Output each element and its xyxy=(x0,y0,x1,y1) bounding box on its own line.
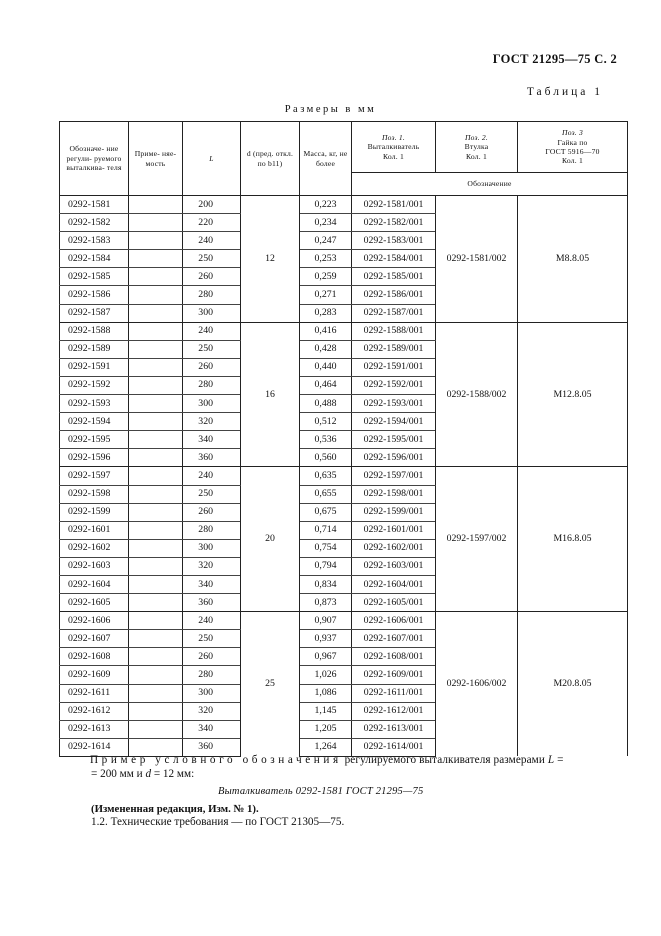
cell-application xyxy=(129,413,183,431)
cell-application xyxy=(129,594,183,612)
cell-pos1: 0292-1613/001 xyxy=(352,720,436,738)
cell-L: 220 xyxy=(183,214,241,232)
cell-mass: 0,675 xyxy=(300,503,352,521)
cell-L: 300 xyxy=(183,684,241,702)
cell-application xyxy=(129,449,183,467)
cell-pos2: 0292-1606/002 xyxy=(436,612,518,757)
cell-mass: 0,794 xyxy=(300,557,352,575)
cell-L: 360 xyxy=(183,594,241,612)
cell-L: 240 xyxy=(183,322,241,340)
cell-pos1: 0292-1588/001 xyxy=(352,322,436,340)
cell-L: 250 xyxy=(183,250,241,268)
cell-pos1: 0292-1583/001 xyxy=(352,232,436,250)
pos1-label: Поз. 1. xyxy=(381,132,406,142)
cell-L: 250 xyxy=(183,630,241,648)
example-line-1 xyxy=(90,753,630,767)
cell-L: 280 xyxy=(183,666,241,684)
cell-pos1: 0292-1593/001 xyxy=(352,395,436,413)
cell-mass: 0,907 xyxy=(300,612,352,630)
cell-mass: 0,234 xyxy=(300,214,352,232)
cell-code: 0292-1607 xyxy=(60,630,129,648)
col-header-designation: Обозначение xyxy=(352,173,628,196)
cell-mass: 0,655 xyxy=(300,485,352,503)
table-title: Таблица 1 xyxy=(526,86,603,98)
col-header-L: L xyxy=(183,122,241,196)
cell-mass: 0,488 xyxy=(300,395,352,413)
d-symbol: d xyxy=(145,768,152,780)
cell-mass: 1,026 xyxy=(300,666,352,684)
cell-d: 25 xyxy=(241,612,300,757)
cell-mass: 0,223 xyxy=(300,196,352,214)
cell-pos1: 0292-1581/001 xyxy=(352,196,436,214)
cell-d: 12 xyxy=(241,196,300,323)
cell-mass: 0,536 xyxy=(300,431,352,449)
cell-L: 280 xyxy=(183,286,241,304)
cell-application xyxy=(129,557,183,575)
cell-application xyxy=(129,268,183,286)
cell-mass: 0,635 xyxy=(300,467,352,485)
cell-code: 0292-1609 xyxy=(60,666,129,684)
pos2-qty: Кол. 1 xyxy=(466,151,487,161)
cell-L: 240 xyxy=(183,467,241,485)
table-row xyxy=(60,322,628,340)
cell-L: 260 xyxy=(183,268,241,286)
cell-mass: 0,464 xyxy=(300,376,352,394)
cell-mass: 0,428 xyxy=(300,340,352,358)
cell-pos1: 0292-1605/001 xyxy=(352,594,436,612)
cell-mass: 0,247 xyxy=(300,232,352,250)
cell-pos1: 0292-1611/001 xyxy=(352,684,436,702)
cell-mass: 0,873 xyxy=(300,594,352,612)
example-text: регулируемого выталкивателя размерами xyxy=(341,754,548,766)
cell-application xyxy=(129,702,183,720)
cell-application xyxy=(129,214,183,232)
table-row xyxy=(60,196,628,214)
cell-L: 250 xyxy=(183,340,241,358)
cell-code: 0292-1583 xyxy=(60,232,129,250)
cell-mass: 0,253 xyxy=(300,250,352,268)
cell-L: 320 xyxy=(183,557,241,575)
cell-application xyxy=(129,232,183,250)
cell-code: 0292-1591 xyxy=(60,358,129,376)
cell-code: 0292-1598 xyxy=(60,485,129,503)
cell-pos1: 0292-1585/001 xyxy=(352,268,436,286)
cell-pos1: 0292-1582/001 xyxy=(352,214,436,232)
cell-code: 0292-1582 xyxy=(60,214,129,232)
example-designation: Выталкиватель 0292-1581 ГОСТ 21295—75 xyxy=(218,786,424,797)
cell-application xyxy=(129,575,183,593)
cell-d: 16 xyxy=(241,322,300,467)
cell-pos1: 0292-1604/001 xyxy=(352,575,436,593)
cell-code: 0292-1587 xyxy=(60,304,129,322)
col-header-pos3 xyxy=(518,122,628,173)
cell-pos1: 0292-1599/001 xyxy=(352,503,436,521)
cell-pos2: 0292-1581/002 xyxy=(436,196,518,323)
col-header-code: Обозначе- ние регули- руемого выталкива- теля xyxy=(60,122,129,196)
cell-application xyxy=(129,196,183,214)
cell-application xyxy=(129,485,183,503)
cell-application xyxy=(129,648,183,666)
cell-pos3: М12.8.05 xyxy=(518,322,628,467)
cell-L: 300 xyxy=(183,539,241,557)
cell-L: 300 xyxy=(183,304,241,322)
pos3-qty: Кол. 1 xyxy=(562,156,583,166)
cell-code: 0292-1611 xyxy=(60,684,129,702)
example-eq: = xyxy=(554,754,564,766)
cell-pos1: 0292-1612/001 xyxy=(352,702,436,720)
cell-application xyxy=(129,304,183,322)
col-header-pos1 xyxy=(352,122,436,173)
table-body xyxy=(60,196,628,757)
cell-code: 0292-1599 xyxy=(60,503,129,521)
cell-application xyxy=(129,358,183,376)
cell-code: 0292-1593 xyxy=(60,395,129,413)
cell-pos1: 0292-1587/001 xyxy=(352,304,436,322)
cell-L: 320 xyxy=(183,702,241,720)
pos2-name: Втулка xyxy=(464,142,489,152)
cell-application xyxy=(129,666,183,684)
cell-L: 260 xyxy=(183,358,241,376)
cell-application xyxy=(129,612,183,630)
cell-mass: 0,440 xyxy=(300,358,352,376)
col-header-mass: Масса, кг, не более xyxy=(300,122,352,196)
pos2-label: Поз. 2. xyxy=(464,132,489,142)
pos1-name: Выталкиватель xyxy=(367,142,420,152)
cell-application xyxy=(129,431,183,449)
cell-pos1: 0292-1592/001 xyxy=(352,376,436,394)
cell-L: 200 xyxy=(183,196,241,214)
col-header-d: d (пред. откл. по b11) xyxy=(241,122,300,196)
cell-pos1: 0292-1602/001 xyxy=(352,539,436,557)
cell-pos3: М20.8.05 xyxy=(518,612,628,757)
cell-L: 280 xyxy=(183,521,241,539)
cell-mass: 1,145 xyxy=(300,702,352,720)
cell-application xyxy=(129,521,183,539)
cell-pos1: 0292-1601/001 xyxy=(352,521,436,539)
cell-mass: 0,967 xyxy=(300,648,352,666)
revision-note: (Измененная редакция, Изм. № 1). xyxy=(91,803,259,815)
cell-application xyxy=(129,250,183,268)
cell-pos3: М8.8.05 xyxy=(518,196,628,323)
example-d-value: = 12 мм: xyxy=(151,768,195,780)
example-heading: Пример условного обозначения xyxy=(90,754,342,766)
cell-L: 340 xyxy=(183,720,241,738)
cell-mass: 0,937 xyxy=(300,630,352,648)
cell-L: 280 xyxy=(183,376,241,394)
cell-application xyxy=(129,503,183,521)
cell-L: 260 xyxy=(183,503,241,521)
table-row xyxy=(60,467,628,485)
document-header: ГОСТ 21295—75 С. 2 xyxy=(492,52,617,66)
cell-application xyxy=(129,539,183,557)
cell-pos1: 0292-1594/001 xyxy=(352,413,436,431)
cell-code: 0292-1595 xyxy=(60,431,129,449)
cell-code: 0292-1603 xyxy=(60,557,129,575)
cell-code: 0292-1584 xyxy=(60,250,129,268)
cell-code: 0292-1601 xyxy=(60,521,129,539)
cell-pos2: 0292-1597/002 xyxy=(436,467,518,612)
cell-code: 0292-1605 xyxy=(60,594,129,612)
cell-L: 360 xyxy=(183,449,241,467)
cell-application xyxy=(129,684,183,702)
ejector-table xyxy=(59,121,628,757)
cell-code: 0292-1604 xyxy=(60,575,129,593)
cell-mass: 0,283 xyxy=(300,304,352,322)
cell-d: 20 xyxy=(241,467,300,612)
L-symbol: L xyxy=(547,754,555,766)
cell-mass: 0,271 xyxy=(300,286,352,304)
cell-L: 240 xyxy=(183,232,241,250)
cell-pos2: 0292-1588/002 xyxy=(436,322,518,467)
cell-code: 0292-1589 xyxy=(60,340,129,358)
cell-code: 0292-1613 xyxy=(60,720,129,738)
col-header-application: Приме- няе- мость xyxy=(129,122,183,196)
dimensions-caption: Размеры в мм xyxy=(284,104,377,115)
pos3-label: Поз. 3 xyxy=(562,128,583,138)
cell-application xyxy=(129,376,183,394)
cell-L: 340 xyxy=(183,575,241,593)
cell-pos1: 0292-1606/001 xyxy=(352,612,436,630)
cell-pos1: 0292-1607/001 xyxy=(352,630,436,648)
cell-pos1: 0292-1614/001 xyxy=(352,738,436,756)
cell-code: 0292-1592 xyxy=(60,376,129,394)
technical-requirements: 1.2. Технические требования — по ГОСТ 21305—75. xyxy=(91,816,345,828)
example-L-value: = 200 мм и xyxy=(91,768,146,780)
cell-code: 0292-1588 xyxy=(60,322,129,340)
cell-code: 0292-1614 xyxy=(60,738,129,756)
cell-application xyxy=(129,720,183,738)
cell-code: 0292-1581 xyxy=(60,196,129,214)
pos3-standard: ГОСТ 5916—70 xyxy=(545,147,600,156)
cell-mass: 0,259 xyxy=(300,268,352,286)
cell-mass: 1,264 xyxy=(300,738,352,756)
cell-code: 0292-1596 xyxy=(60,449,129,467)
cell-application xyxy=(129,395,183,413)
cell-pos1: 0292-1589/001 xyxy=(352,340,436,358)
cell-L: 360 xyxy=(183,738,241,756)
cell-mass: 0,416 xyxy=(300,322,352,340)
cell-code: 0292-1586 xyxy=(60,286,129,304)
cell-application xyxy=(129,630,183,648)
cell-mass: 0,714 xyxy=(300,521,352,539)
cell-L: 320 xyxy=(183,413,241,431)
cell-code: 0292-1608 xyxy=(60,648,129,666)
cell-mass: 0,560 xyxy=(300,449,352,467)
cell-code: 0292-1612 xyxy=(60,702,129,720)
cell-code: 0292-1597 xyxy=(60,467,129,485)
table-row xyxy=(60,612,628,630)
cell-pos1: 0292-1609/001 xyxy=(352,666,436,684)
cell-pos3: М16.8.05 xyxy=(518,467,628,612)
cell-code: 0292-1594 xyxy=(60,413,129,431)
cell-mass: 0,834 xyxy=(300,575,352,593)
cell-application xyxy=(129,322,183,340)
cell-L: 260 xyxy=(183,648,241,666)
cell-pos1: 0292-1591/001 xyxy=(352,358,436,376)
cell-application xyxy=(129,467,183,485)
cell-pos1: 0292-1597/001 xyxy=(352,467,436,485)
cell-pos1: 0292-1608/001 xyxy=(352,648,436,666)
cell-L: 300 xyxy=(183,395,241,413)
example-line-2 xyxy=(91,767,631,781)
cell-pos1: 0292-1595/001 xyxy=(352,431,436,449)
cell-pos1: 0292-1584/001 xyxy=(352,250,436,268)
pos3-name: Гайка по xyxy=(557,137,588,147)
col-header-pos2 xyxy=(436,122,518,173)
cell-application xyxy=(129,286,183,304)
cell-mass: 0,754 xyxy=(300,539,352,557)
cell-mass: 1,205 xyxy=(300,720,352,738)
cell-L: 340 xyxy=(183,431,241,449)
cell-application xyxy=(129,340,183,358)
cell-L: 250 xyxy=(183,485,241,503)
cell-pos1: 0292-1598/001 xyxy=(352,485,436,503)
cell-code: 0292-1606 xyxy=(60,612,129,630)
cell-mass: 0,512 xyxy=(300,413,352,431)
cell-pos1: 0292-1603/001 xyxy=(352,557,436,575)
cell-code: 0292-1585 xyxy=(60,268,129,286)
cell-mass: 1,086 xyxy=(300,684,352,702)
pos1-qty: Кол. 1 xyxy=(383,151,404,161)
cell-pos1: 0292-1596/001 xyxy=(352,449,436,467)
cell-code: 0292-1602 xyxy=(60,539,129,557)
cell-pos1: 0292-1586/001 xyxy=(352,286,436,304)
cell-L: 240 xyxy=(183,612,241,630)
